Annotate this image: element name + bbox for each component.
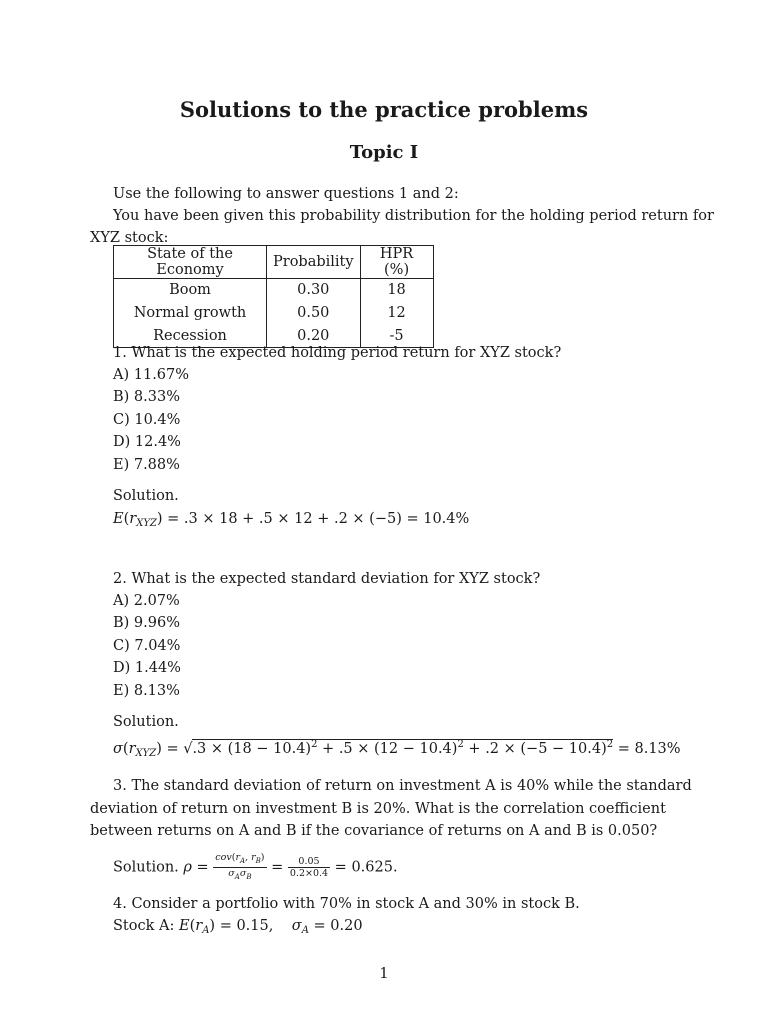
q1-solution-label: Solution. xyxy=(113,488,179,504)
question-1: 1. What is the expected holding period return for XYZ stock? xyxy=(113,345,562,361)
table-cell: 18 xyxy=(387,282,406,299)
intro-line-1: Use the following to answer questions 1 and 2: xyxy=(113,186,459,202)
table-cell: 0.20 xyxy=(267,324,361,347)
q1-solution-formula: $E(r_{XYZ}) = .3 \times 18 + .5 \times 12 + .2 \times (-5) = 10.4\%$ xyxy=(113,511,470,529)
sqrt-radicand xyxy=(192,739,613,757)
fraction-denominator: 0.2×0.4 xyxy=(289,868,329,879)
table-row xyxy=(114,302,433,325)
q1-option: A) 11.67% xyxy=(113,367,190,383)
probability-table xyxy=(113,245,434,348)
intro-line-3: XYZ stock: xyxy=(90,230,169,246)
table-cell: 12 xyxy=(387,305,406,322)
q2-option: B) 9.96% xyxy=(113,615,180,631)
question-3-line-1: 3. The standard deviation of return on investment A is 40% while the standard xyxy=(113,778,692,794)
q3-result: = 0.625. xyxy=(330,859,398,876)
stock-a-label: Stock A: xyxy=(113,918,175,934)
exponent: 2 xyxy=(457,739,464,750)
topic-heading: Topic I xyxy=(349,142,419,163)
q2-option: D) 1.44% xyxy=(113,660,181,676)
q1-option: C) 10.4% xyxy=(113,412,181,428)
page-title: Solutions to the practice problems xyxy=(179,97,589,122)
expected-return-value: = 0.15, xyxy=(215,918,274,934)
table-row xyxy=(114,279,433,302)
sqrt-term: .3 × (18 − 10.4) xyxy=(192,741,312,757)
table-header-cell: HPR (%) xyxy=(360,246,433,279)
correlation-fraction: $\frac{cov(r_A, r_B)}{\sigma_A\sigma_B}$ xyxy=(215,852,265,881)
q1-option: D) 12.4% xyxy=(113,434,181,450)
q3-solution: Solution. ρ = $\frac{cov(r_A, r_B)}{\sigma_A\sigma_B}$ = $\frac{0.05}{0.2\times 0.4}$ = 0.625. xyxy=(113,852,398,881)
q1-option: E) 7.88% xyxy=(113,457,180,473)
q2-solution-label: Solution. xyxy=(113,714,179,730)
table-header-cell: Probability xyxy=(267,246,361,279)
q2-option: A) 2.07% xyxy=(113,593,180,609)
question-2: 2. What is the expected standard deviation for XYZ stock? xyxy=(113,571,541,587)
table-cell: Normal growth xyxy=(114,302,267,325)
q4-stock-a: Stock A: $E(r_A) = 0.15$, $\sigma_A = 0.20$ xyxy=(113,918,363,936)
sqrt-term: + .5 × (12 − 10.4) xyxy=(317,741,458,757)
q2-option: E) 8.13% xyxy=(113,683,180,699)
fraction-numerator: 0.05 xyxy=(288,856,330,868)
q1-option: B) 8.33% xyxy=(113,389,180,405)
page-number: 1 xyxy=(379,966,389,982)
table-header-row xyxy=(114,246,433,279)
table-cell: -5 xyxy=(389,327,404,344)
q2-option: C) 7.04% xyxy=(113,638,181,654)
table-cell: 0.30 xyxy=(267,279,361,302)
table-cell: 0.50 xyxy=(267,302,361,325)
q2-result: = 8.13% xyxy=(613,741,681,757)
question-3-line-3: between returns on A and B if the covariance of returns on A and B is 0.050? xyxy=(90,823,658,839)
numeric-fraction xyxy=(288,856,330,879)
q3-solution-label: Solution. xyxy=(113,859,179,876)
q1-solution-rhs: = .3 × 18 + .5 × 12 + .2 × (−5) = 10.4% xyxy=(162,511,470,527)
table-cell: Recession xyxy=(114,324,267,347)
sigma-value: = 0.20 xyxy=(308,918,363,934)
table-header-cell: State of the Economy xyxy=(114,246,267,279)
sqrt-term: + .2 × (−5 − 10.4) xyxy=(463,741,607,757)
question-4: 4. Consider a portfolio with 70% in stock A and 30% in stock B. xyxy=(113,896,580,912)
exponent: 2 xyxy=(606,739,614,750)
table-cell: Boom xyxy=(114,279,267,302)
intro-line-2: You have been given this probability distribution for the holding period return for xyxy=(113,208,714,224)
question-3-line-2: deviation of return on investment B is 20%. What is the correlation coefficient xyxy=(90,801,666,817)
exponent: 2 xyxy=(311,739,318,750)
q2-solution-formula: $\sigma(r_{XYZ}) = √.3 \times (18 - 10.4)^2 + .5 \times (12 - 10.4)^2 + .2 \times (-5 - 10.4)^2 = 8.13\%$ xyxy=(113,739,681,759)
